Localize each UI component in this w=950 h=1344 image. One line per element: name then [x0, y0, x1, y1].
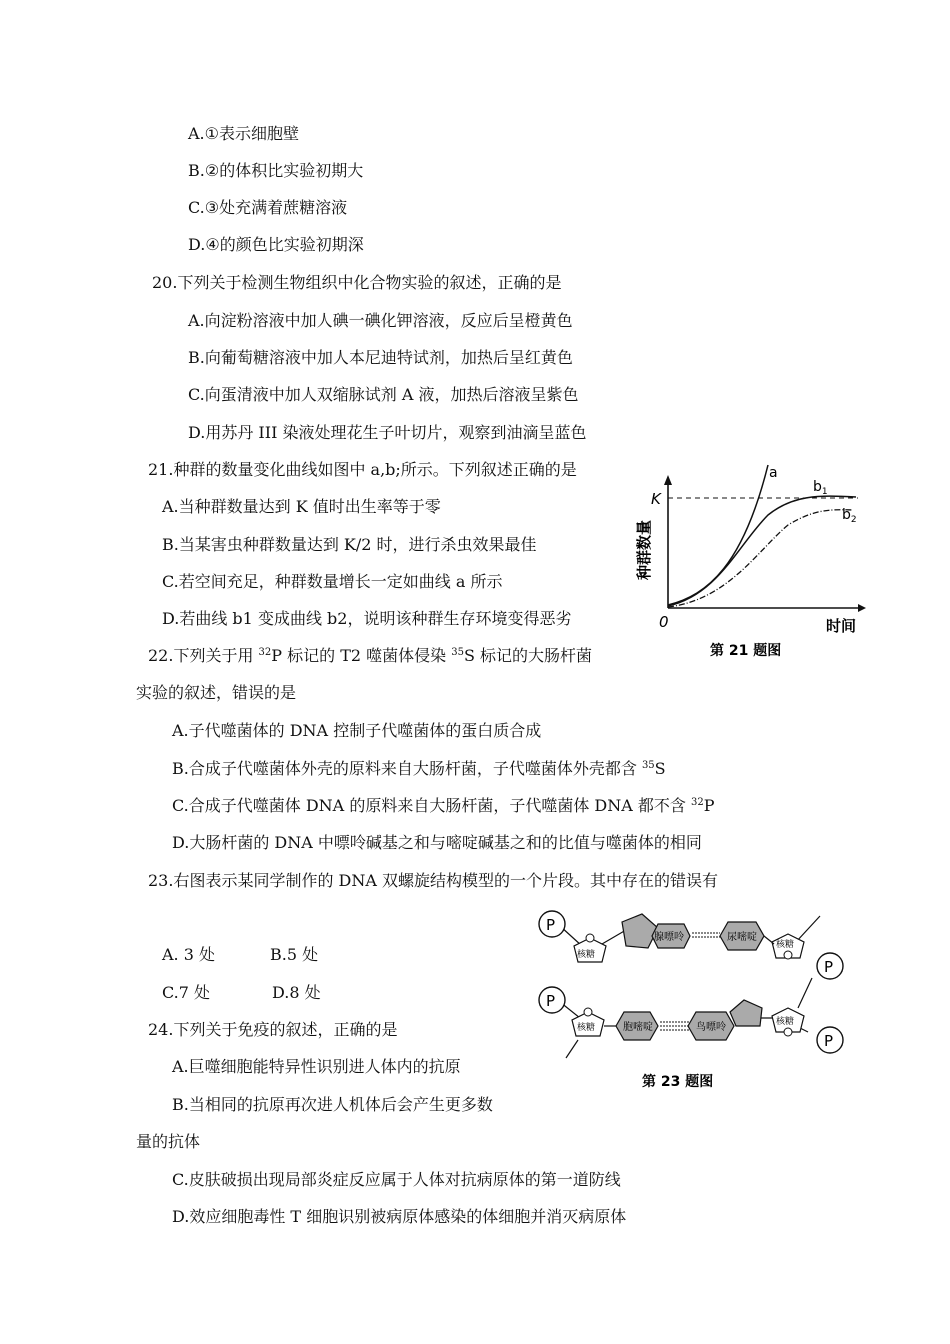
- q21-option-b: B.当某害虫种群数量达到 K/2 时，进行杀虫效果最佳: [162, 535, 537, 554]
- svg-text:P: P: [824, 1032, 834, 1050]
- q22-option-d: D.大肠杆菌的 DNA 中嘌呤碱基之和与嘧啶碱基之和的比值与噬菌体的相同: [172, 833, 702, 852]
- population-curve-chart: [618, 455, 878, 665]
- q21-stem: 21.种群的数量变化曲线如图中 a,b;所示。下列叙述正确的是: [148, 460, 577, 479]
- q22-option-a: A.子代噬菌体的 DNA 控制子代噬菌体的蛋白质合成: [172, 721, 542, 740]
- sugar-bottom-left: [572, 1008, 604, 1036]
- origin-label: 0: [659, 613, 669, 631]
- q22-stem-line1: 22.下列关于用 $^{32}$P 标记的 T2 噬菌体侵染 $^{35}$S 标记的大肠杆菌: [148, 646, 593, 665]
- svg-text:核糖: 核糖: [776, 1017, 795, 1027]
- phosphate-right-upper: [817, 953, 843, 979]
- q21-figure-caption: 第 21 题图: [710, 643, 782, 659]
- base-bottom-pentagon: [730, 1000, 762, 1026]
- svg-text:核糖: 核糖: [577, 950, 596, 960]
- q21-figure: [618, 455, 878, 665]
- q24-option-a: A.巨噬细胞能特异性识别进人体内的抗原: [172, 1057, 461, 1076]
- q23-option-b: B.5 处: [270, 945, 319, 964]
- q23-option-d: D.8 处: [272, 983, 321, 1002]
- q19-option-c: C.③处充满着蔗糖溶液: [188, 198, 348, 217]
- q21-option-c: C.若空间充足，种群数量增长一定如曲线 a 所示: [162, 572, 503, 591]
- svg-text:核糖: 核糖: [776, 940, 795, 950]
- q20-option-d: D.用苏丹 III 染液处理花生子叶切片，观察到油滴呈蓝色: [188, 423, 587, 442]
- q19-option-b: B.②的体积比实验初期大: [188, 161, 364, 180]
- q19-option-a: A.①表示细胞壁: [188, 124, 299, 143]
- q20-option-b: B.向葡萄糖溶液中加人本尼迪特试剂，加热后呈红黄色: [188, 348, 573, 367]
- q20-option-a: A.向淀粉溶液中加人碘一碘化钾溶液，反应后呈橙黄色: [188, 311, 573, 330]
- q24-stem: 24.下列关于免疫的叙述，正确的是: [148, 1020, 398, 1039]
- q21-option-a: A.当种群数量达到 K 值时出生率等于零: [162, 497, 441, 516]
- svg-text:P: P: [546, 916, 556, 934]
- dna-model-diagram: [530, 900, 860, 1096]
- q23-option-c: C.7 处: [162, 983, 211, 1002]
- phosphate-top-left: [539, 911, 565, 937]
- q23-figure: [530, 900, 860, 1096]
- q20-stem: 20.下列关于检测生物组织中化合物实验的叙述，正确的是: [152, 273, 562, 292]
- sugar-top-left: [574, 934, 606, 962]
- q20-option-c: C.向蛋清液中加人双缩脉试剂 A 液，加热后溶液呈紫色: [188, 385, 579, 404]
- y-axis-label: 种群数量: [635, 519, 653, 580]
- curve-a-label: a: [769, 465, 778, 481]
- phosphate-left-lower: [539, 987, 565, 1013]
- svg-text:P: P: [824, 958, 834, 976]
- x-axis-label: 时间: [826, 617, 857, 635]
- k-label: K: [651, 490, 661, 508]
- x-axis-arrow: [858, 604, 866, 612]
- q23-stem: 23.右图表示某同学制作的 DNA 双螺旋结构模型的一个片段。其中存在的错误有: [148, 871, 719, 890]
- sugar-bottom-right: [772, 1008, 804, 1036]
- base-top-left-label: 腺嘌呤: [654, 932, 684, 943]
- base-top-pentagon: [622, 914, 658, 948]
- q22-option-b: B.合成子代噬菌体外壳的原料来自大肠杆菌，子代噬菌体外壳都含 $^{35}$S: [172, 759, 666, 778]
- q24-option-c: C.皮肤破损出现局部炎症反应属于人体对抗病原体的第一道防线: [172, 1170, 621, 1189]
- q22-option-c: C.合成子代噬菌体 DNA 的原料来自大肠杆菌，子代噬菌体 DNA 都不含 $^{32}$P: [172, 796, 715, 815]
- svg-text:核糖: 核糖: [577, 1023, 596, 1033]
- q19-option-d: D.④的颜色比实验初期深: [188, 235, 364, 254]
- base-bottom-right-label: 鸟嘌呤: [696, 1022, 726, 1033]
- q23-option-a: A. 3 处: [162, 945, 215, 964]
- phosphate-bottom-right: [817, 1027, 843, 1053]
- curve-b1-label: $b_1$: [813, 479, 828, 497]
- y-axis-arrow: [664, 475, 672, 485]
- q21-option-d: D.若曲线 b1 变成曲线 b2，说明该种群生存环境变得恶劣: [162, 609, 572, 628]
- q24-option-b-line1: B.当相同的抗原再次进人机体后会产生更多数: [172, 1095, 493, 1114]
- q23-figure-caption: 第 23 题图: [642, 1074, 714, 1090]
- q22-stem-line2: 实验的叙述，错误的是: [136, 683, 297, 702]
- q24-option-d: D.效应细胞毒性 T 细胞识别被病原体感染的体细胞并消灭病原体: [172, 1207, 627, 1226]
- q24-option-b-line2: 量的抗体: [136, 1132, 201, 1151]
- svg-text:P: P: [546, 992, 556, 1010]
- curve-a: [668, 465, 768, 605]
- base-top-right-label: 尿嘧啶: [727, 932, 757, 943]
- base-bottom-left-label: 胞嘧啶: [623, 1022, 653, 1033]
- curve-b2-label: $b_2$: [842, 507, 857, 525]
